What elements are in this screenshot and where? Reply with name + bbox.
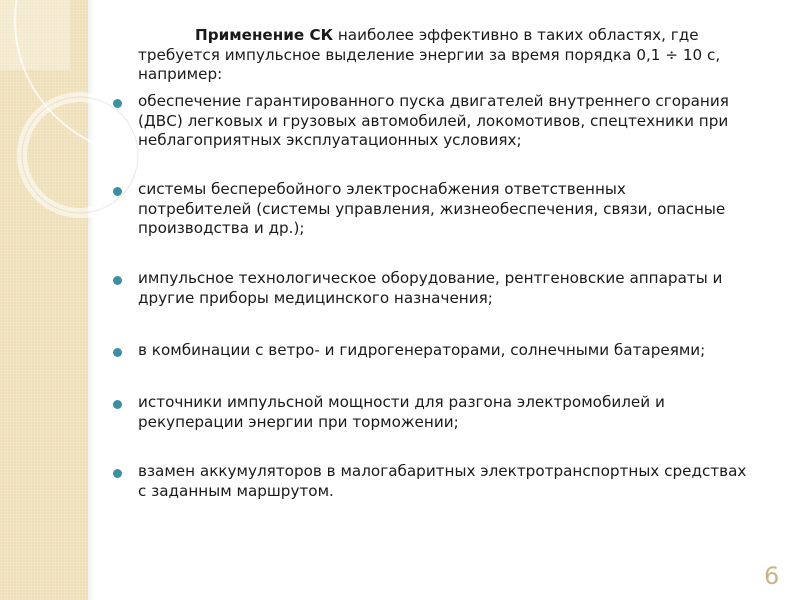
list-item-line: обеспечение гарантированного пуска двигателей внутреннего сгорания [138,92,729,110]
list-item-line: неблагоприятных эксплуатационных условиях; [138,131,522,150]
intro-paragraph [138,26,778,85]
list-item-line: (ДВС) легковых и грузовых автомобилей, локомотивов, спецтехники при [138,111,729,130]
list-item [138,180,778,239]
list-item-line: в комбинации с ветро- и гидрогенераторами, солнечными батареями; [138,341,706,359]
list-item [138,393,778,432]
bullet-icon [113,400,122,409]
list-item-line: источники импульсной мощности для разгона электромобилей и [138,393,665,411]
list-item [138,269,778,308]
bullet-icon [113,348,122,357]
intro-line3: например: [138,65,223,84]
page-number: 6 [764,562,780,590]
bullet-icon [113,187,122,196]
list-item [138,92,778,151]
bullet-icon [113,276,122,285]
list-item [138,341,778,361]
intro-line2: требуется импульсное выделение энергии за время порядка 0,1 ÷ 10 с, [138,45,721,64]
list-item-line: другие приборы медицинского назначения; [138,288,493,307]
list-item-line: системы бесперебойного электроснабжения ответственных [138,180,626,198]
list-item-line: рекуперации энергии при торможении; [138,412,459,431]
intro-bold: Применение СК [195,26,334,44]
list-item-line: производства и др.); [138,219,305,238]
list-item-line: взамен аккумуляторов в малогабаритных электротранспортных средствах [138,462,747,480]
list-item-line: импульсное технологическое оборудование, рентгеновские аппараты и [138,269,723,287]
intro-line1: наиболее эффективно в таких областях, где [333,26,699,44]
list-item-line: с заданным маршрутом. [138,481,334,500]
bullet-icon [113,99,122,108]
list-item [138,462,778,501]
bullet-icon [113,469,122,478]
list-item-line: потребителей (системы управления, жизнеобеспечения, связи, опасные [138,199,726,218]
